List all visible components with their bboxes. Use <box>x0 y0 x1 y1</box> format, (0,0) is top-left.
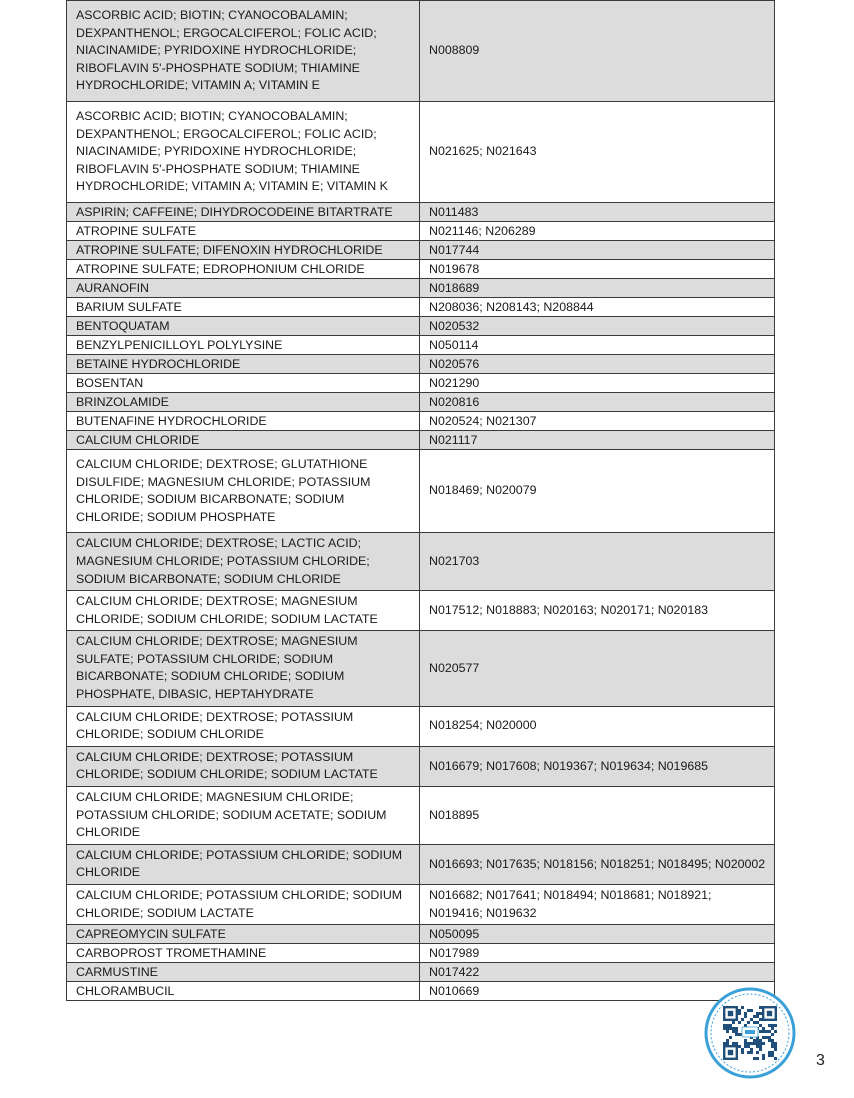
ingredient-cell: BETAINE HYDROCHLORIDE <box>67 354 420 373</box>
ingredient-cell: CARMUSTINE <box>67 963 420 982</box>
ingredient-cell: BOSENTAN <box>67 373 420 392</box>
ingredient-cell: CALCIUM CHLORIDE; MAGNESIUM CHLORIDE; POTASSIUM CHLORIDE; SODIUM ACETATE; SODIUM CHLORIDE <box>67 787 420 845</box>
table-row <box>67 316 775 335</box>
table-row <box>67 430 775 449</box>
ingredient-cell: BARIUM SULFATE <box>67 297 420 316</box>
application-numbers-cell: N020577 <box>420 631 775 706</box>
application-numbers-cell: N018689 <box>420 278 775 297</box>
table-row <box>67 1 775 102</box>
ingredient-cell: CALCIUM CHLORIDE; DEXTROSE; MAGNESIUM SULFATE; POTASSIUM CHLORIDE; SODIUM BICARBONATE; SODIUM CHLORIDE; SODIUM PHOSPHATE, DIBASIC, HEPTAHYDRATE <box>67 631 420 706</box>
application-numbers-cell: N017512; N018883; N020163; N020171; N020183 <box>420 591 775 631</box>
table-row <box>67 982 775 1001</box>
ingredients-table <box>66 0 775 1001</box>
ingredient-cell: BENTOQUATAM <box>67 316 420 335</box>
table-row <box>67 925 775 944</box>
table-row <box>67 297 775 316</box>
page-number: 3 <box>816 1052 825 1069</box>
ingredient-cell: ATROPINE SULFATE <box>67 221 420 240</box>
ingredient-cell: AURANOFIN <box>67 278 420 297</box>
qr-code-icon <box>703 986 797 1080</box>
application-numbers-cell: N050114 <box>420 335 775 354</box>
table-row <box>67 278 775 297</box>
table-row <box>67 202 775 221</box>
ingredient-cell: CALCIUM CHLORIDE <box>67 430 420 449</box>
table-row <box>67 101 775 202</box>
application-numbers-cell: N010669 <box>420 982 775 1001</box>
ingredient-cell: CALCIUM CHLORIDE; DEXTROSE; POTASSIUM CHLORIDE; SODIUM CHLORIDE; SODIUM LACTATE <box>67 746 420 786</box>
application-numbers-cell: N018469; N020079 <box>420 449 775 532</box>
table-row <box>67 746 775 786</box>
table-row <box>67 240 775 259</box>
application-numbers-cell: N018254; N020000 <box>420 706 775 746</box>
table-row <box>67 221 775 240</box>
application-numbers-cell: N016679; N017608; N019367; N019634; N019685 <box>420 746 775 786</box>
table-row <box>67 533 775 591</box>
application-numbers-cell: N016693; N017635; N018156; N018251; N018495; N020002 <box>420 844 775 884</box>
table-row <box>67 787 775 845</box>
table-row <box>67 373 775 392</box>
table-row <box>67 963 775 982</box>
table-row <box>67 706 775 746</box>
ingredient-cell: CALCIUM CHLORIDE; POTASSIUM CHLORIDE; SODIUM CHLORIDE <box>67 844 420 884</box>
application-numbers-cell: N020576 <box>420 354 775 373</box>
ingredient-cell: CARBOPROST TROMETHAMINE <box>67 944 420 963</box>
application-numbers-cell: N008809 <box>420 1 775 102</box>
application-numbers-cell: N050095 <box>420 925 775 944</box>
ingredient-cell: CALCIUM CHLORIDE; POTASSIUM CHLORIDE; SODIUM CHLORIDE; SODIUM LACTATE <box>67 885 420 925</box>
ingredient-cell: ATROPINE SULFATE; DIFENOXIN HYDROCHLORIDE <box>67 240 420 259</box>
table-row <box>67 944 775 963</box>
table-row <box>67 335 775 354</box>
table-row <box>67 392 775 411</box>
table-row <box>67 885 775 925</box>
ingredient-cell: CALCIUM CHLORIDE; DEXTROSE; MAGNESIUM CHLORIDE; SODIUM CHLORIDE; SODIUM LACTATE <box>67 591 420 631</box>
application-numbers-cell: N021703 <box>420 533 775 591</box>
table-row <box>67 354 775 373</box>
ingredient-cell: CALCIUM CHLORIDE; DEXTROSE; POTASSIUM CHLORIDE; SODIUM CHLORIDE <box>67 706 420 746</box>
application-numbers-cell: N018895 <box>420 787 775 845</box>
ingredient-cell: CALCIUM CHLORIDE; DEXTROSE; GLUTATHIONE DISULFIDE; MAGNESIUM CHLORIDE; POTASSIUM CHLORIDE; SODIUM BICARBONATE; SODIUM CHLORIDE; SODIUM PHOSPHATE <box>67 449 420 532</box>
application-numbers-cell: N017422 <box>420 963 775 982</box>
ingredient-cell: BENZYLPENICILLOYL POLYLYSINE <box>67 335 420 354</box>
application-numbers-cell: N019678 <box>420 259 775 278</box>
table-body <box>67 1 775 1001</box>
ingredient-cell: CAPREOMYCIN SULFATE <box>67 925 420 944</box>
ingredient-cell: ATROPINE SULFATE; EDROPHONIUM CHLORIDE <box>67 259 420 278</box>
application-numbers-cell: N021290 <box>420 373 775 392</box>
application-numbers-cell: N208036; N208143; N208844 <box>420 297 775 316</box>
application-numbers-cell: N021146; N206289 <box>420 221 775 240</box>
ingredient-cell: CHLORAMBUCIL <box>67 982 420 1001</box>
application-numbers-cell: N021117 <box>420 430 775 449</box>
table-row <box>67 449 775 532</box>
ingredient-cell: ASCORBIC ACID; BIOTIN; CYANOCOBALAMIN; DEXPANTHENOL; ERGOCALCIFEROL; FOLIC ACID; NIACINAMIDE; PYRIDOXINE HYDROCHLORIDE; RIBOFLAVIN 5'-PHOSPHATE SODIUM; THIAMINE HYDROCHLORIDE; VITAMIN A; VITAMIN E; VITAMIN K <box>67 101 420 202</box>
application-numbers-cell: N011483 <box>420 202 775 221</box>
table-row <box>67 259 775 278</box>
table-row <box>67 844 775 884</box>
table-row <box>67 591 775 631</box>
application-numbers-cell: N020524; N021307 <box>420 411 775 430</box>
ingredient-cell: CALCIUM CHLORIDE; DEXTROSE; LACTIC ACID; MAGNESIUM CHLORIDE; POTASSIUM CHLORIDE; SODIUM BICARBONATE; SODIUM CHLORIDE <box>67 533 420 591</box>
table-row <box>67 631 775 706</box>
application-numbers-cell: N016682; N017641; N018494; N018681; N018921; N019416; N019632 <box>420 885 775 925</box>
ingredient-cell: ASPIRIN; CAFFEINE; DIHYDROCODEINE BITARTRATE <box>67 202 420 221</box>
application-numbers-cell: N017744 <box>420 240 775 259</box>
application-numbers-cell: N021625; N021643 <box>420 101 775 202</box>
application-numbers-cell: N020816 <box>420 392 775 411</box>
application-numbers-cell: N017989 <box>420 944 775 963</box>
ingredient-cell: BUTENAFINE HYDROCHLORIDE <box>67 411 420 430</box>
application-numbers-cell: N020532 <box>420 316 775 335</box>
ingredient-cell: ASCORBIC ACID; BIOTIN; CYANOCOBALAMIN; DEXPANTHENOL; ERGOCALCIFEROL; FOLIC ACID; NIACINAMIDE; PYRIDOXINE HYDROCHLORIDE; RIBOFLAVIN 5'-PHOSPHATE SODIUM; THIAMINE HYDROCHLORIDE; VITAMIN A; VITAMIN E <box>67 1 420 102</box>
table-row <box>67 411 775 430</box>
ingredient-cell: BRINZOLAMIDE <box>67 392 420 411</box>
